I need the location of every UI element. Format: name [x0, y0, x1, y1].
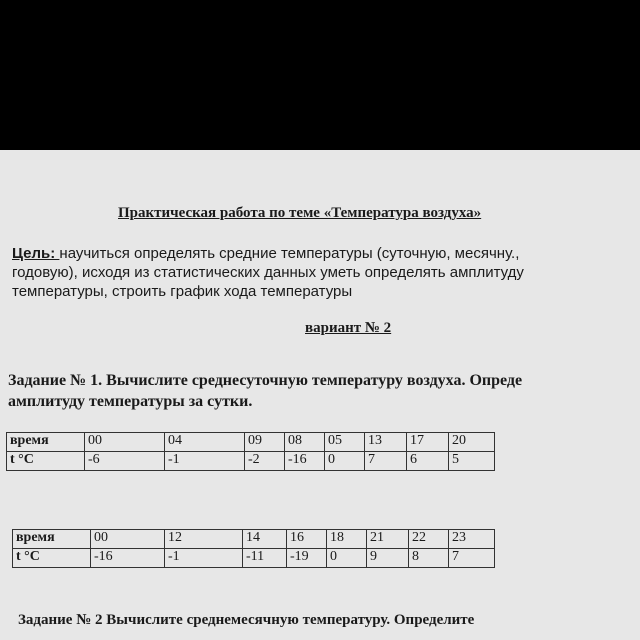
variant-heading: вариант № 2	[305, 320, 392, 336]
task-1-line-2: амплитуду температуры за сутки.	[8, 393, 253, 410]
temp-cell: -1	[165, 549, 243, 568]
temperature-table-2	[12, 529, 495, 568]
page-title: Практическая работа по теме «Температура воздуха»	[118, 205, 482, 221]
time-cell: 20	[449, 433, 495, 452]
task-2-heading: Задание № 2 Вычислите среднемесячную температуру. Определите	[18, 612, 475, 628]
time-cell: 16	[287, 530, 327, 549]
temp-cell: -16	[91, 549, 165, 568]
temp-cell: 6	[407, 452, 449, 471]
table-row-temp	[7, 452, 495, 471]
goal-line-2: годовую), исходя из статистических данных уметь определять амплитуду	[12, 264, 524, 281]
temp-cell: -11	[243, 549, 287, 568]
temp-cell: 8	[409, 549, 449, 568]
time-cell: 22	[409, 530, 449, 549]
time-cell: 12	[165, 530, 243, 549]
temperature-table-1	[6, 432, 495, 471]
task-1-heading	[8, 370, 640, 412]
row-label-temp: t °C	[13, 549, 91, 568]
temp-cell: 0	[325, 452, 365, 471]
table-row-time	[13, 530, 495, 549]
temp-cell: -1	[165, 452, 245, 471]
time-cell: 09	[245, 433, 285, 452]
temp-cell: -6	[85, 452, 165, 471]
table-row-time	[7, 433, 495, 452]
temp-cell: 7	[365, 452, 407, 471]
temp-cell: 9	[367, 549, 409, 568]
time-cell: 21	[367, 530, 409, 549]
time-cell: 17	[407, 433, 449, 452]
time-cell: 05	[325, 433, 365, 452]
row-label-time: время	[7, 433, 85, 452]
task-1-line-1: Задание № 1. Вычислите среднесуточную температуру воздуха. Опреде	[8, 372, 523, 389]
temp-cell: -2	[245, 452, 285, 471]
goal-line-3: температуры, строить график хода температуры	[12, 283, 353, 300]
temp-cell: 7	[449, 549, 495, 568]
goal-line-1: научиться определять средние температуры (суточную, месячну.,	[59, 245, 520, 262]
time-cell: 00	[91, 530, 165, 549]
temp-cell: -19	[287, 549, 327, 568]
time-cell: 00	[85, 433, 165, 452]
temp-cell: 5	[449, 452, 495, 471]
goal-label: Цель:	[12, 245, 60, 262]
temp-cell: 0	[327, 549, 367, 568]
goal-paragraph	[12, 244, 627, 301]
temp-cell: -16	[285, 452, 325, 471]
row-label-temp: t °C	[7, 452, 85, 471]
time-cell: 08	[285, 433, 325, 452]
time-cell: 13	[365, 433, 407, 452]
time-cell: 18	[327, 530, 367, 549]
worksheet-page	[0, 150, 640, 640]
time-cell: 14	[243, 530, 287, 549]
row-label-time: время	[13, 530, 91, 549]
time-cell: 23	[449, 530, 495, 549]
time-cell: 04	[165, 433, 245, 452]
table-row-temp	[13, 549, 495, 568]
